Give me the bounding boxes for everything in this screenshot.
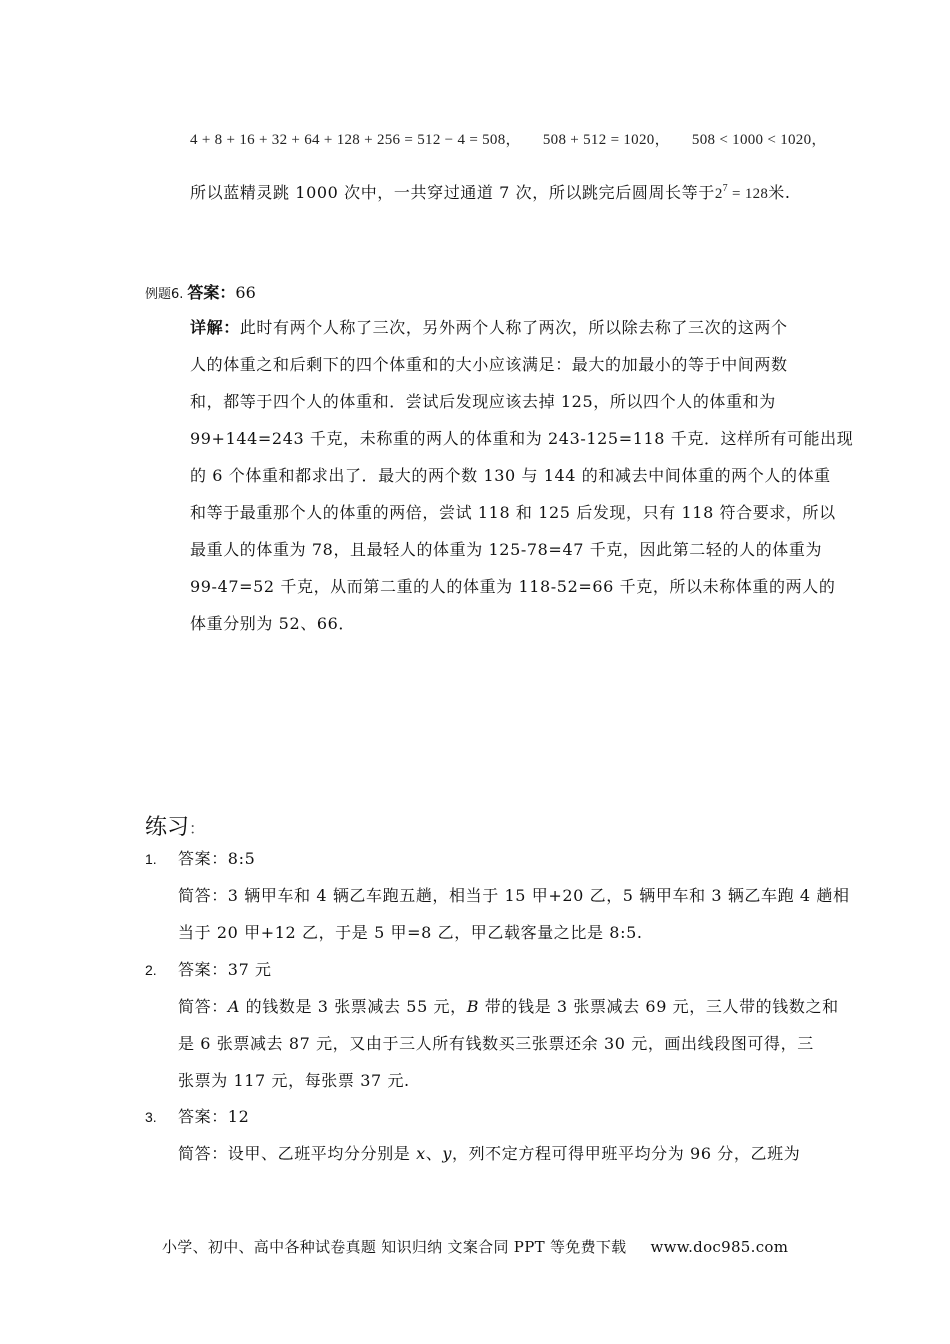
practice-line: 简答：A 的钱数是 3 张票减去 55 元，B 带的钱是 3 张票减去 69 元，三人带的钱数之和 xyxy=(178,997,839,1016)
practice-line: 张票为 117 元，每张票 37 元. xyxy=(178,1071,410,1090)
detail-line: 99-47=52 千克，从而第二重的人的体重为 118-52=66 千克，所以未称体重的两人的 xyxy=(190,577,836,596)
practice-item-2 xyxy=(178,951,839,1099)
detail-label: 详解： xyxy=(190,318,240,337)
formula-inequality: 508 < 1000 < 1020 xyxy=(691,132,812,148)
practice-line: 当于 20 甲+12 乙，于是 5 甲=8 乙，甲乙载客量之比是 8:5. xyxy=(178,923,643,942)
variable-a: A xyxy=(227,997,240,1016)
formula-sum: 4 + 8 + 16 + 32 + 64 + 128 + 256 = 512 − 4 = 508 xyxy=(190,132,506,148)
power-base: 2 xyxy=(714,186,723,202)
formula-sep: ， xyxy=(654,132,670,148)
power-expression xyxy=(714,183,769,202)
example6-label: 例题6. xyxy=(145,287,184,302)
footer-url[interactable]: www.doc985.com xyxy=(650,1238,789,1256)
footer-text: 小学、初中、高中各种试卷真题 知识归纳 文案合同 PPT 等免费下载 xyxy=(162,1238,627,1256)
practice-answer: 答案：12 xyxy=(178,1107,250,1126)
example6-answer-label: 答案： xyxy=(187,283,236,302)
practice-line: 是 6 张票减去 87 元，又由于三人所有钱数买三张票还余 30 元，画出线段图可得，三 xyxy=(178,1034,814,1053)
page-footer xyxy=(162,1236,788,1257)
detail-line: 体重分别为 52、66． xyxy=(190,614,356,633)
practice-line: 简答：设甲、乙班平均分分别是 x、y，列不定方程可得甲班平均分为 96 分，乙班为 xyxy=(178,1144,801,1163)
formula-add: 508 + 512 = 1020 xyxy=(542,132,655,148)
practice-title-text: 练习 xyxy=(145,815,190,840)
detail-line: 99+144=243 千克，未称重的两人的体重和为 243-125=118 千克．这样所有可能出现 xyxy=(190,429,854,448)
formula-sep: ， xyxy=(505,132,521,148)
power-exponent: 7 xyxy=(722,183,728,194)
variable-b: B xyxy=(466,997,480,1016)
conclusion-text: 所以蓝精灵跳 1000 次中，一共穿过通道 7 次，所以跳完后圆周长等于 xyxy=(190,183,715,202)
practice-answer: 答案：37 元 xyxy=(178,960,272,979)
example6-answer-value: 66 xyxy=(235,283,256,302)
practice-item-number: 2. xyxy=(145,962,157,978)
detail-line: 和等于最重那个人的体重的两倍，尝试 118 和 125 后发现，只有 118 符合要求，所以 xyxy=(190,503,836,522)
formula-sep: ， xyxy=(811,132,827,148)
top-formula-line xyxy=(190,128,827,149)
practice-answer: 答案：8:5 xyxy=(178,849,256,868)
practice-title xyxy=(145,810,205,841)
practice-title-colon: ： xyxy=(189,819,206,838)
power-result: = 128 xyxy=(727,186,769,202)
top-conclusion-line xyxy=(190,177,791,206)
variable-x: x xyxy=(416,1144,426,1163)
detail-line: 详解：此时有两个人称了三次，另外两个人称了两次，所以除去称了三次的这两个 xyxy=(190,318,788,337)
practice-item-number: 3. xyxy=(145,1109,157,1125)
example6-header xyxy=(145,280,256,303)
practice-item-3 xyxy=(178,1098,818,1172)
practice-item-number: 1. xyxy=(145,851,157,867)
detail-line: 和，都等于四个人的体重和．尝试后发现应该去掉 125，所以四个人的体重和为 xyxy=(190,392,776,411)
example6-detail xyxy=(190,309,854,642)
detail-line: 人的体重之和后剩下的四个体重和的大小应该满足：最大的加最小的等于中间两数 xyxy=(190,355,788,374)
practice-line: 简答：3 辆甲车和 4 辆乙车跑五趟，相当于 15 甲+20 乙，5 辆甲车和 3 辆乙车跑 4 趟相 xyxy=(178,886,850,905)
conclusion-end: 米. xyxy=(768,183,791,202)
variable-y: y xyxy=(442,1144,452,1163)
practice-item-1 xyxy=(178,840,850,951)
detail-line: 最重人的体重为 78，且最轻人的体重为 125-78=47 千克，因此第二轻的人的体重为 xyxy=(190,540,823,559)
detail-line: 的 6 个体重和都求出了．最大的两个数 130 与 144 的和减去中间体重的两个人的体重 xyxy=(190,466,831,485)
